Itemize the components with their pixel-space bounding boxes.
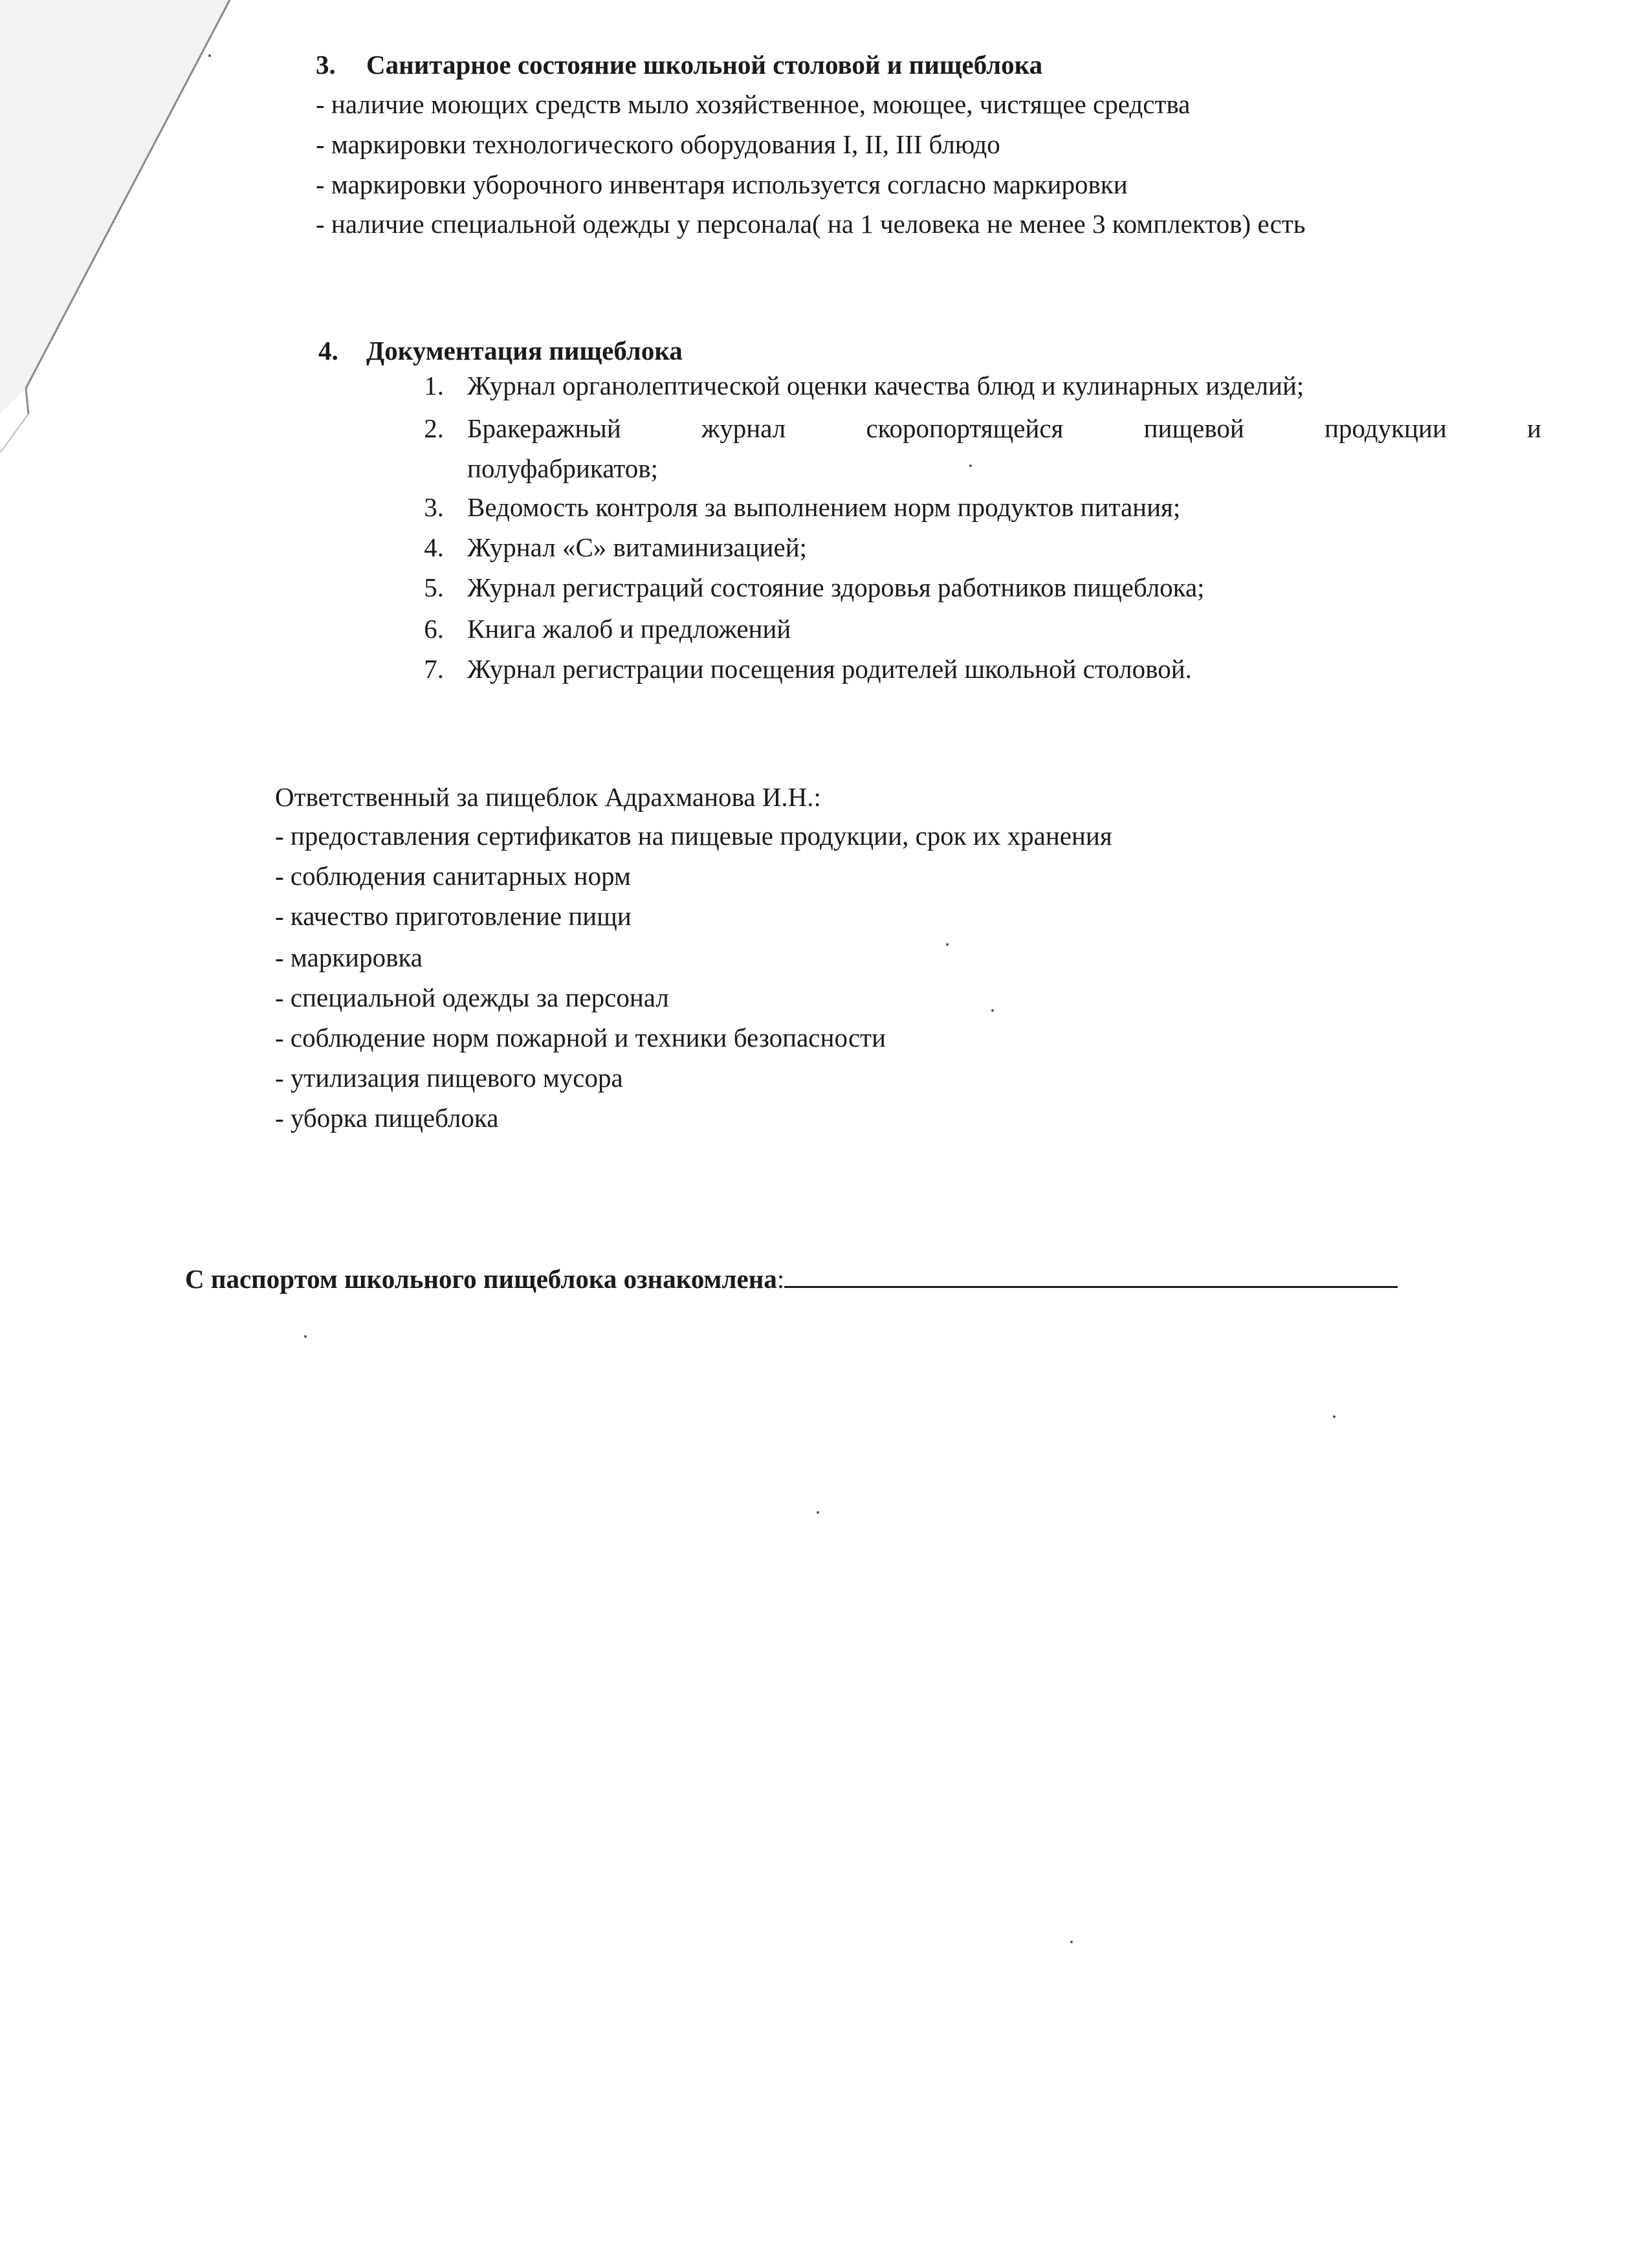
scan-speck (946, 943, 949, 946)
section4-heading: Документация пищеблока (366, 336, 683, 365)
doc-item-text: Журнал регистрации посещения родителей школьной столовой. (467, 654, 1192, 684)
doc-item-number: 6. (424, 614, 444, 644)
acknowledgement-label: С паспортом школьного пищеблока ознакомлена (185, 1264, 777, 1294)
scan-speck (208, 54, 211, 57)
acknowledgement-colon: : (776, 1264, 785, 1294)
scan-speck (1333, 1415, 1336, 1418)
responsible-line: - утилизация пищевого мусора (275, 1063, 623, 1093)
doc-item-number: 1. (424, 371, 444, 400)
doc-item-number: 7. (424, 654, 444, 684)
section3-line: - наличие специальной одежды у персонала( на 1 человека не менее 3 комплектов) есть (316, 209, 1306, 239)
section4-number: 4. (318, 336, 338, 365)
doc-item-text: Журнал «С» витаминизацией; (467, 532, 808, 562)
scan-speck (817, 1511, 819, 1514)
doc-item-text: Журнал регистраций состояние здоровья работников пищеблока; (467, 572, 1205, 602)
doc-item-word: продукции (1324, 413, 1447, 443)
doc-item-text: Книга жалоб и предложений (467, 614, 791, 644)
responsible-line: - качество приготовление пищи (275, 901, 632, 931)
scan-speck (1070, 1941, 1073, 1943)
doc-item-number: 2. (424, 413, 444, 443)
section3-line: - наличие моющих средств мыло хозяйственное, моющее, чистящее средства (316, 89, 1191, 119)
section3-line: - маркировки уборочного инвентаря используется согласно маркировки (316, 169, 1128, 199)
scan-speck (969, 464, 972, 467)
doc-item-text: Ведомость контроля за выполнением норм продуктов питания; (467, 492, 1181, 522)
doc-item-word: Бракеражный (467, 413, 621, 443)
responsible-line: - предоставления сертификатов на пищевые продукции, срок их хранения (275, 821, 1112, 851)
responsible-line: - специальной одежды за персонал (275, 983, 669, 1012)
scan-edge-shadow (0, 0, 259, 453)
responsible-heading: Ответственный за пищеблок Адрахманова И.Н.: (275, 782, 821, 812)
responsible-line: - соблюдение норм пожарной и техники безопасности (275, 1023, 886, 1052)
doc-item-number: 5. (424, 572, 444, 602)
doc-item-number: 4. (424, 532, 444, 562)
section3-number: 3. (316, 50, 336, 80)
scan-speck (304, 1335, 307, 1338)
acknowledgement-line (185, 1263, 1398, 1294)
doc-item-word: журнал (701, 413, 786, 443)
responsible-line: - соблюдения санитарных норм (275, 861, 631, 891)
responsible-line: - уборка пищеблока (275, 1103, 499, 1133)
signature-blank (784, 1263, 1398, 1288)
doc-item-number: 3. (424, 492, 444, 522)
doc-item-text: Журнал органолептической оценки качества блюд и кулинарных изделий; (467, 371, 1304, 400)
doc-item-text-justified (467, 413, 1541, 444)
doc-item-word: скоропортящейся (866, 413, 1064, 443)
section3-line: - маркировки технологического оборудования I, II, III блюдо (316, 129, 1000, 159)
scan-speck (991, 1009, 994, 1012)
doc-item-continuation: полуфабрикатов; (467, 453, 658, 483)
doc-item-word: пищевой (1143, 413, 1244, 443)
section3-heading: Санитарное состояние школьной столовой и пищеблока (366, 50, 1043, 80)
doc-item-word: и (1527, 413, 1541, 443)
responsible-line: - маркировка (275, 943, 423, 972)
